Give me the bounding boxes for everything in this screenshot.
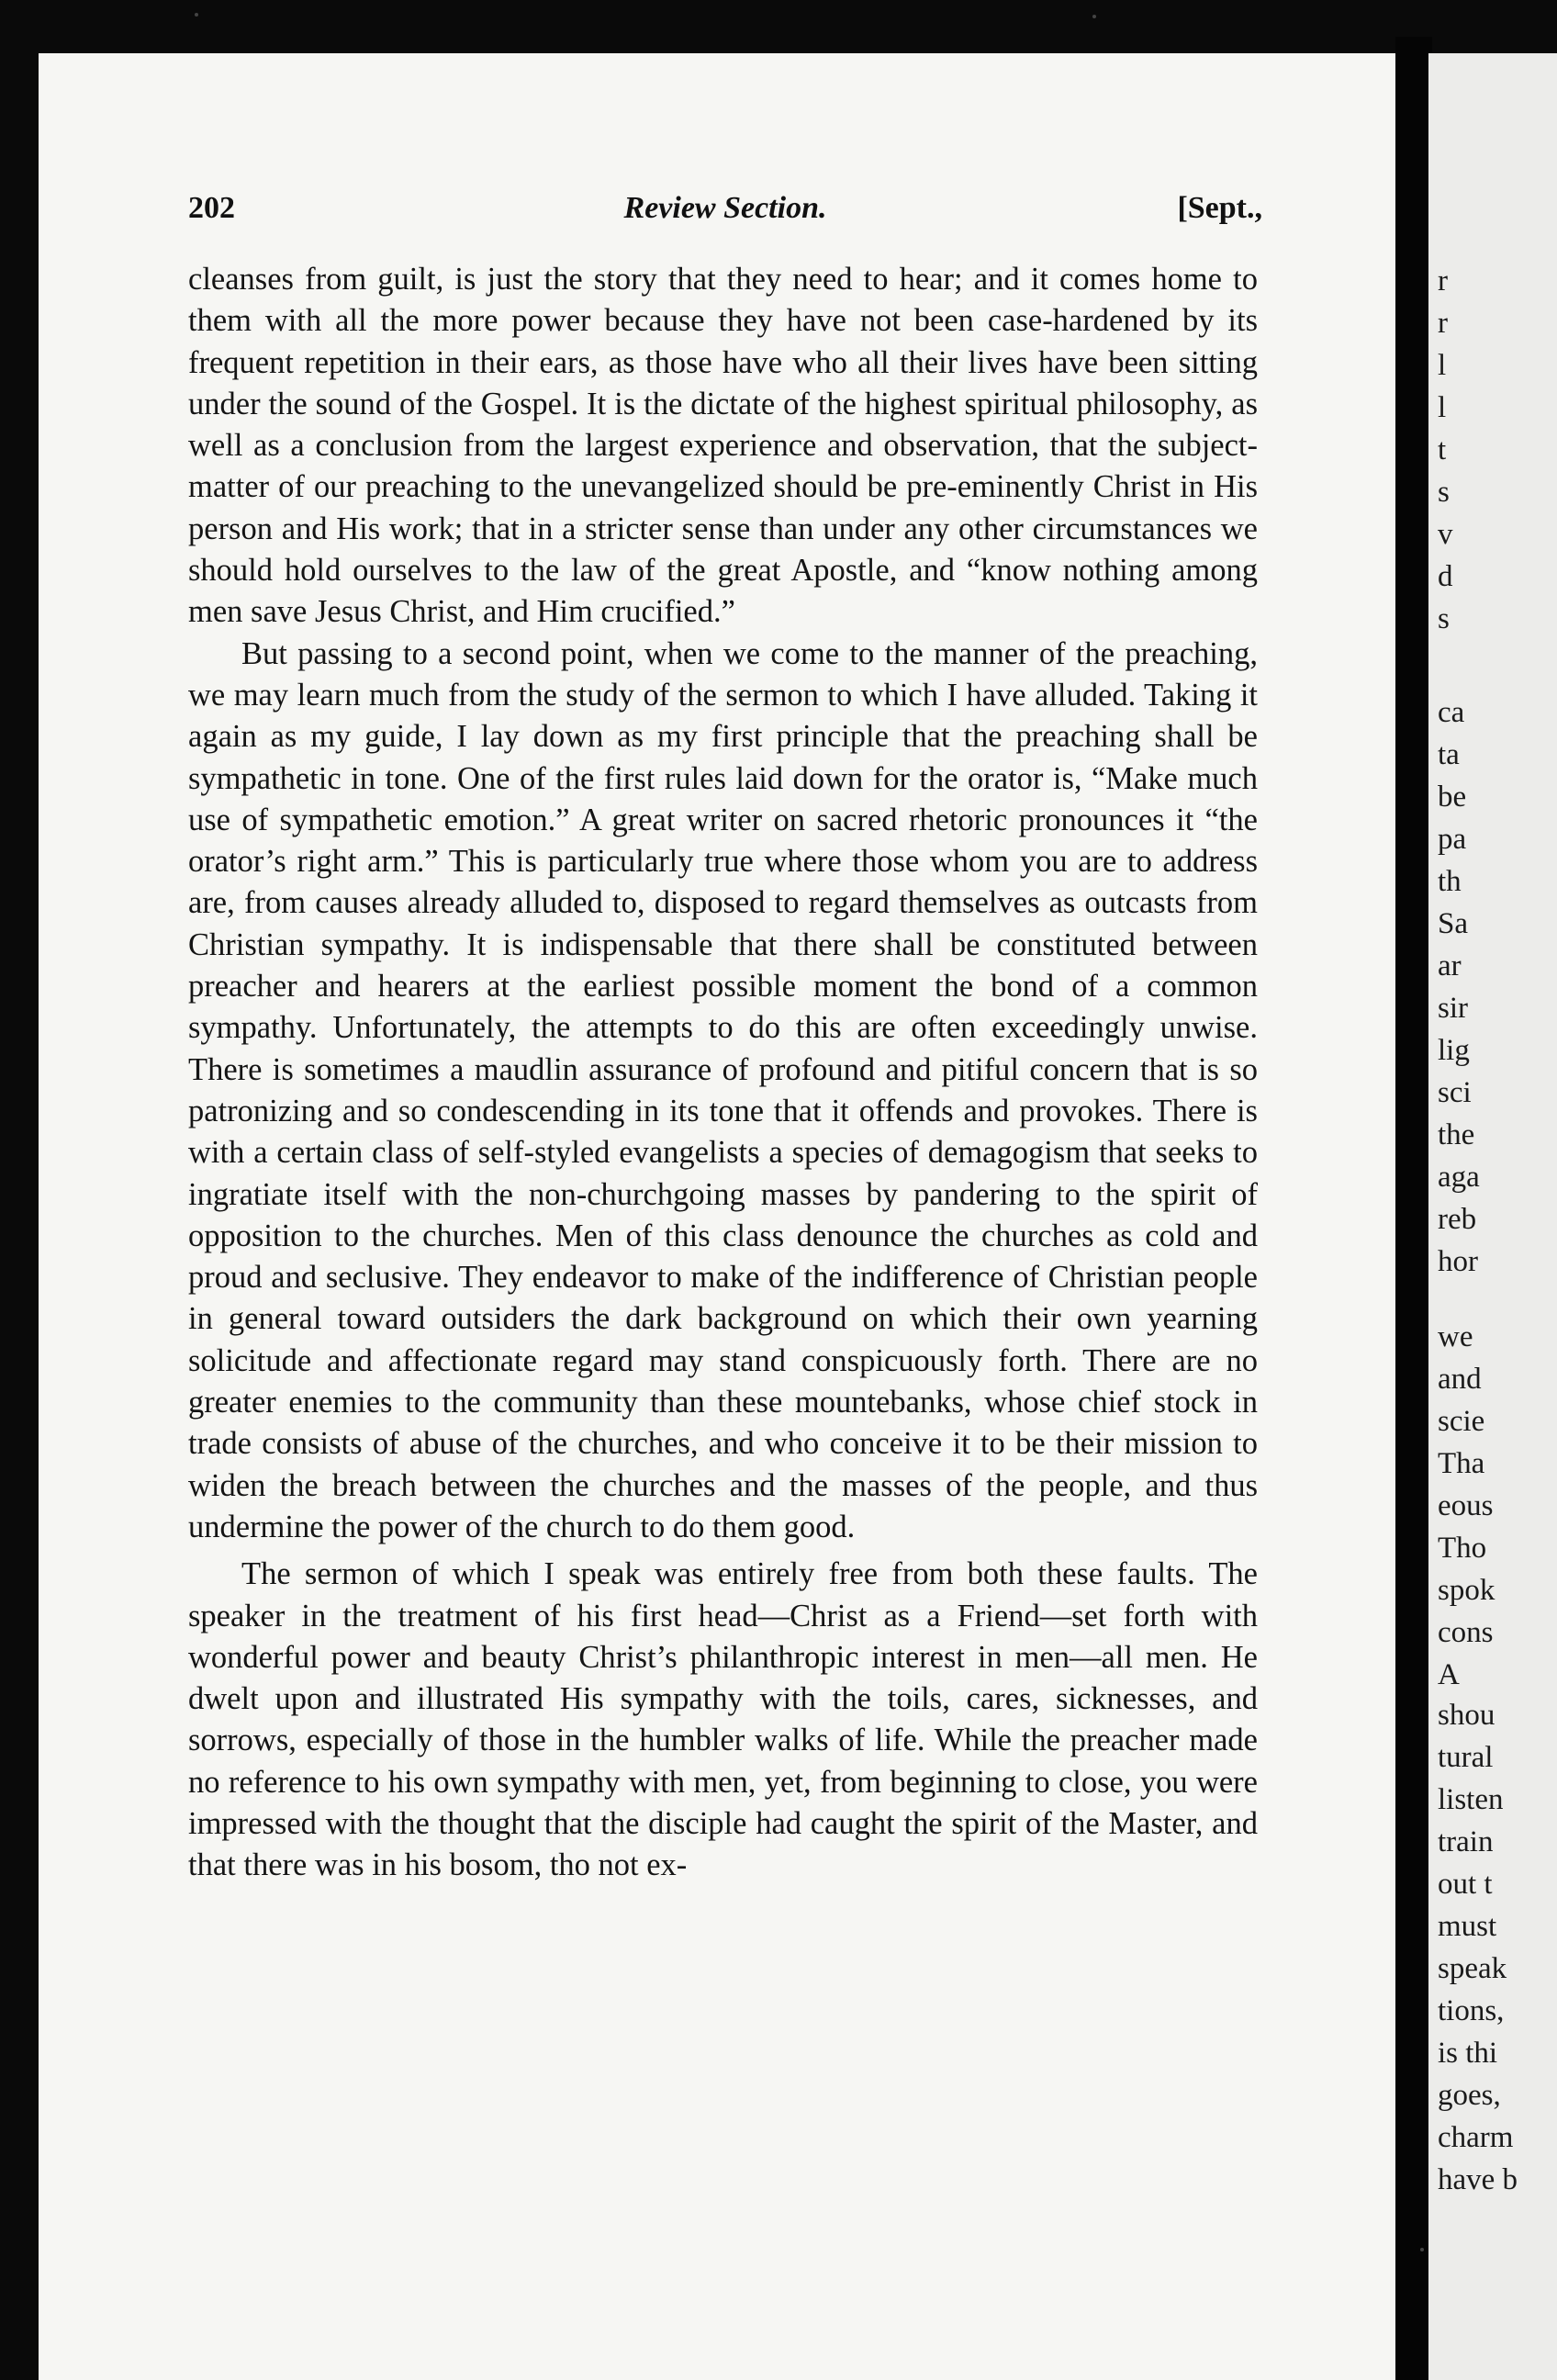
page-number: 202 [188,191,235,225]
facing-line-fragment: s [1438,602,1450,635]
facing-line-fragment: t [1438,433,1447,466]
scan-speck [1420,2248,1424,2251]
facing-line-fragment: r [1438,307,1448,340]
facing-line-fragment: be [1438,780,1467,814]
facing-line-fragment: ta [1438,738,1460,771]
facing-line-fragment: th [1438,865,1462,898]
facing-line-fragment: train [1438,1825,1494,1858]
facing-line-fragment: sci [1438,1076,1472,1109]
header-month: [Sept., [1177,191,1262,225]
facing-line-fragment: Tha [1438,1447,1485,1480]
facing-line-fragment: l [1438,349,1447,382]
facing-line-fragment: sir [1438,992,1468,1025]
facing-line-fragment: scie [1438,1405,1485,1438]
facing-line-fragment: listen [1438,1783,1504,1816]
paragraph-2: But passing to a second point, when we come to the manner of the preaching, we may learn much from the study of the sermon to which I have alluded. Taking it again as my guide, I lay down as my first principle that the preaching shall be sympathetic in tone. One of the first rules laid down for the orator is, “Make much use of sympathetic emotion.” A great writer on sacred rhetoric pronounces it “the orator’s right arm.” This is particularly true where those whom you are to address are, from causes already alluded to, disposed to regard themselves as outcasts from Christian sympathy. It is indispensable that there shall be constituted between preacher and hearers at the earliest possible moment the bond of a common sympathy. Unfortunately, the attempts to do this are often exceedingly unwise. There is sometimes a maudlin assurance of profound and pitiful concern that is so patronizing and so condescending in its tone that it offends and provokes. There is with a certain class of self-styled evangelists a species of demagogism that seeks to ingratiate itself with the non-churchgoing masses by pandering to the spirit of opposition to the churches. Men of this class denounce the churches as cold and proud and seclusive. They endeavor to make of the indifference of Christian people in general toward outsiders the dark background on which their own yearning solicitude and affectionate regard may stand conspicuously forth. There are no greater enemies to the community than these mountebanks, whose chief stock in trade consists of abuse of the churches, and who conceive it to be their mission to widen the breach between the churches and the masses of the people, and thus undermine the power of the church to do them good. [188,635,1258,1544]
paragraph-1: cleanses from guilt, is just the story that they need to hear; and it comes home to them with all the more power because they have not been case-hardened by its frequent repetition in their ears, as those have who all their lives have been sitting under the sound of the Gospel. It is the dictate of the highest spiritual philosophy, as well as a conclusion from the largest experience and observation, that the subject-matter of our preaching to the unevangelized should be pre-eminently Christ in His person and His work; that in a stricter sense than under any other circumstances we should hold ourselves to the law of the great Apostle, and “know nothing among men save Jesus Christ, and Him crucified.” [188,262,1258,630]
facing-line-fragment: we [1438,1320,1473,1353]
facing-line-fragment: ca [1438,696,1465,729]
facing-line-fragment: r [1438,264,1448,298]
facing-line-fragment: reb [1438,1203,1477,1236]
facing-line-fragment: tural [1438,1741,1494,1774]
facing-line-fragment: aga [1438,1161,1480,1194]
facing-line-fragment: must [1438,1910,1497,1943]
facing-line-fragment: the [1438,1118,1475,1151]
section-title: Review Section. [623,191,827,225]
facing-line-fragment: charm [1438,2121,1514,2154]
facing-line-fragment: and [1438,1363,1482,1396]
facing-page-edge [1428,53,1557,2380]
body-text [188,259,1258,1887]
paragraph-3: The sermon of which I speak was entirely free from both these faults. The speaker in the treatment of his first head—Christ as a Friend—set forth with wonderful power and beauty Christ’s philanthropic interest in men—all men. He dwelt upon and illustrated His sympathy with the toils, cares, sicknesses, and sorrows, especially of those in the humbler walks of life. While the preacher made no reference to his own sympathy with men, yet, from beginning to close, you were impressed with the thought that the disciple had caught the spirit of the Master, and that there was in his bosom, tho not ex- [188,1556,1258,1883]
facing-line-fragment: pa [1438,823,1467,856]
facing-line-fragment: goes, [1438,2079,1501,2112]
facing-line-fragment: eous [1438,1489,1494,1522]
facing-line-fragment: A [1438,1658,1460,1691]
facing-line-fragment: have b [1438,2163,1518,2196]
facing-line-fragment: v [1438,518,1453,551]
facing-line-fragment: ar [1438,949,1462,982]
facing-line-fragment: s [1438,476,1450,509]
facing-line-fragment: Tho [1438,1532,1487,1565]
facing-line-fragment: l [1438,391,1447,424]
facing-line-fragment: tions, [1438,1994,1505,2027]
facing-line-fragment: Sa [1438,907,1468,940]
facing-line-fragment: spok [1438,1574,1495,1607]
facing-line-fragment: hor [1438,1245,1478,1278]
running-header [188,191,1262,237]
facing-line-fragment: d [1438,560,1453,593]
facing-line-fragment: cons [1438,1616,1494,1649]
facing-line-fragment: shou [1438,1699,1495,1732]
facing-line-fragment: speak [1438,1952,1507,1985]
book-gutter-shadow [1395,37,1432,2380]
facing-line-fragment: lig [1438,1034,1470,1067]
facing-line-fragment: is thi [1438,2037,1498,2070]
scan-speck [195,13,198,17]
scan-speck [1092,15,1096,18]
facing-line-fragment: out t [1438,1868,1493,1901]
